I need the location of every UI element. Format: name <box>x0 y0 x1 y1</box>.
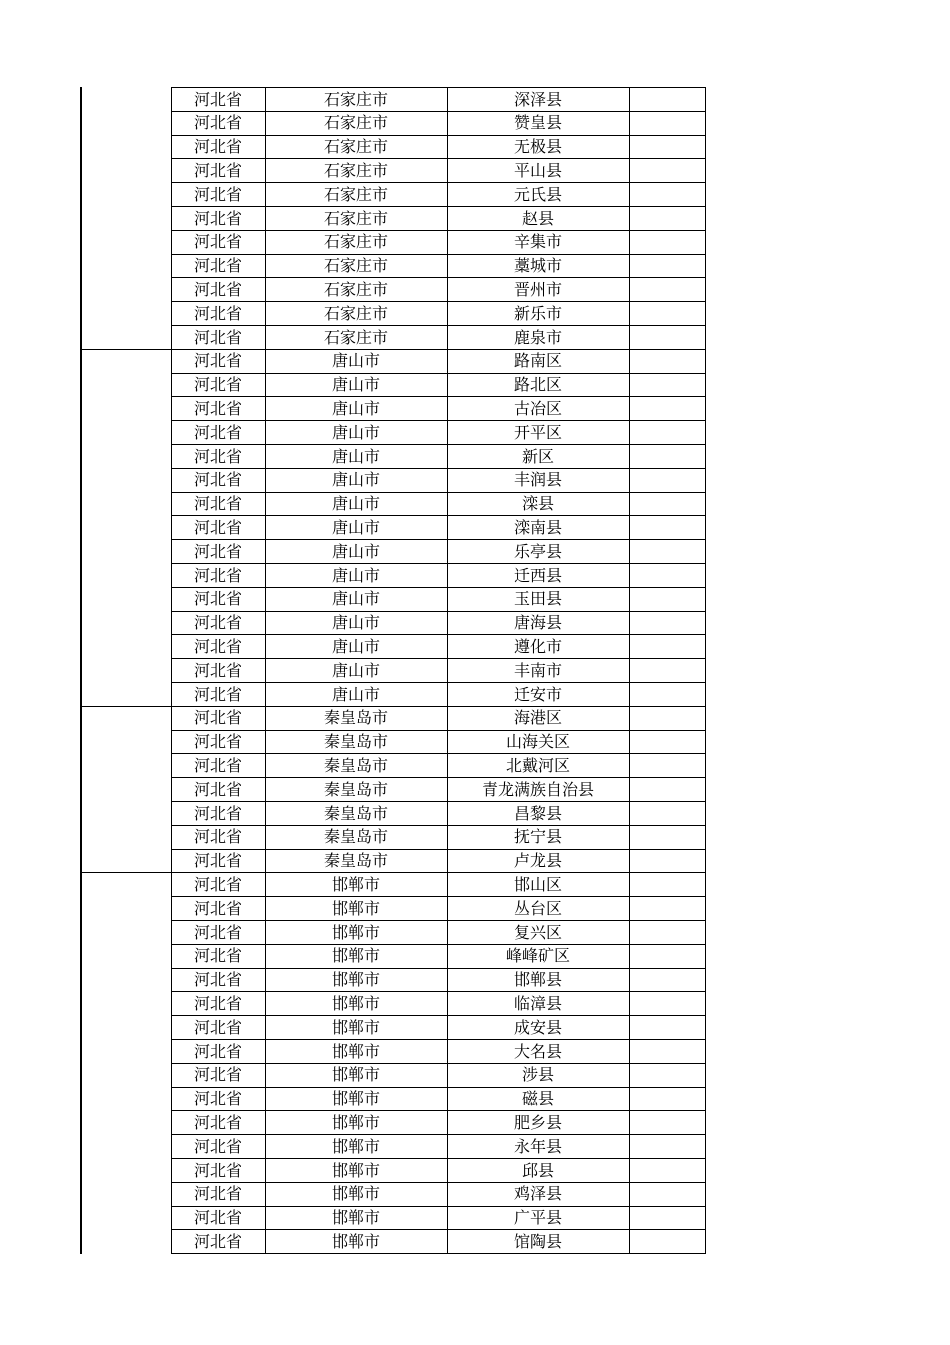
cell-province[interactable]: 河北省 <box>193 1041 242 1061</box>
cell-extra[interactable] <box>629 1040 705 1064</box>
cell-province[interactable]: 河北省 <box>193 184 242 204</box>
cell-extra[interactable] <box>629 635 705 659</box>
cell-extra[interactable] <box>629 706 705 730</box>
cell-city[interactable]: 石家庄市 <box>323 279 388 299</box>
column-border <box>171 87 172 1254</box>
cell-county[interactable]: 丰南市 <box>513 660 562 680</box>
cell-province[interactable]: 河北省 <box>193 1017 242 1037</box>
row-border <box>171 1253 706 1254</box>
cell-extra[interactable] <box>629 230 705 254</box>
group-separator <box>80 349 171 350</box>
cell-province[interactable]: 河北省 <box>193 993 242 1013</box>
cell-province[interactable]: 河北省 <box>193 874 242 894</box>
cell-extra[interactable] <box>629 849 705 873</box>
cell-city[interactable]: 邯郸市 <box>331 1112 380 1132</box>
cell-extra[interactable] <box>629 445 705 469</box>
cell-county[interactable]: 邯山区 <box>513 874 562 894</box>
cell-province[interactable]: 河北省 <box>193 89 242 109</box>
cell-county[interactable]: 唐海县 <box>513 613 562 633</box>
cell-county[interactable]: 赞皇县 <box>513 113 562 133</box>
cell-extra[interactable] <box>629 992 705 1016</box>
cell-county[interactable]: 复兴区 <box>513 922 562 942</box>
column-border <box>447 87 448 1254</box>
cell-county[interactable]: 元氏县 <box>513 184 562 204</box>
cell-extra[interactable] <box>629 373 705 397</box>
cell-city[interactable]: 唐山市 <box>331 422 380 442</box>
cell-city[interactable]: 邯郸市 <box>331 922 380 942</box>
cell-county[interactable]: 临漳县 <box>513 993 562 1013</box>
table-top-border <box>171 87 706 88</box>
cell-county[interactable]: 肥乡县 <box>513 1112 562 1132</box>
column-border <box>629 87 630 1254</box>
cell-province[interactable]: 河北省 <box>193 470 242 490</box>
cell-province[interactable]: 河北省 <box>193 541 242 561</box>
cell-extra[interactable] <box>629 302 705 326</box>
cell-city[interactable]: 唐山市 <box>331 565 380 585</box>
cell-province[interactable]: 河北省 <box>193 398 242 418</box>
cell-county[interactable]: 海港区 <box>513 708 562 728</box>
cell-extra[interactable] <box>629 802 705 826</box>
cell-province[interactable]: 河北省 <box>193 922 242 942</box>
cell-province[interactable]: 河北省 <box>193 613 242 633</box>
cell-extra[interactable] <box>629 183 705 207</box>
cell-extra[interactable] <box>629 349 705 373</box>
cell-county[interactable]: 青龙满族自治县 <box>481 779 594 799</box>
cell-province[interactable]: 河北省 <box>193 827 242 847</box>
cell-province[interactable]: 河北省 <box>193 1231 242 1251</box>
cell-county[interactable]: 北戴河区 <box>505 755 570 775</box>
cell-province[interactable]: 河北省 <box>193 208 242 228</box>
cell-extra[interactable] <box>629 873 705 897</box>
cell-extra[interactable] <box>629 278 705 302</box>
cell-extra[interactable] <box>629 564 705 588</box>
cell-city[interactable]: 石家庄市 <box>323 160 388 180</box>
cell-province[interactable]: 河北省 <box>193 565 242 585</box>
cell-province[interactable]: 河北省 <box>193 327 242 347</box>
cell-extra[interactable] <box>629 159 705 183</box>
cell-extra[interactable] <box>629 944 705 968</box>
cell-city[interactable]: 邯郸市 <box>331 1041 380 1061</box>
cell-county[interactable]: 昌黎县 <box>513 803 562 823</box>
cell-extra[interactable] <box>629 587 705 611</box>
cell-province[interactable]: 河北省 <box>193 232 242 252</box>
cell-province[interactable]: 河北省 <box>193 446 242 466</box>
cell-city[interactable]: 邯郸市 <box>331 1065 380 1085</box>
cell-city[interactable]: 唐山市 <box>331 398 380 418</box>
cell-county[interactable]: 新区 <box>521 446 554 466</box>
cell-county[interactable]: 鸡泽县 <box>513 1184 562 1204</box>
cell-city[interactable]: 邯郸市 <box>331 1160 380 1180</box>
cell-city[interactable]: 唐山市 <box>331 589 380 609</box>
cell-city[interactable]: 唐山市 <box>331 684 380 704</box>
cell-city[interactable]: 邯郸市 <box>331 898 380 918</box>
cell-county[interactable]: 滦县 <box>521 494 554 514</box>
cell-city[interactable]: 邯郸市 <box>331 946 380 966</box>
cell-extra[interactable] <box>629 540 705 564</box>
cell-extra[interactable] <box>629 683 705 707</box>
cell-county[interactable]: 丛台区 <box>513 898 562 918</box>
column-border <box>705 87 706 1254</box>
cell-province[interactable]: 河北省 <box>193 375 242 395</box>
cell-province[interactable]: 河北省 <box>193 803 242 823</box>
group-separator <box>80 872 171 873</box>
cell-province[interactable]: 河北省 <box>193 494 242 514</box>
cell-county[interactable]: 遵化市 <box>513 636 562 656</box>
cell-city[interactable]: 邯郸市 <box>331 970 380 990</box>
cell-extra[interactable] <box>629 968 705 992</box>
cell-extra[interactable] <box>629 468 705 492</box>
cell-city[interactable]: 石家庄市 <box>323 256 388 276</box>
cell-county[interactable]: 新乐市 <box>513 303 562 323</box>
cell-extra[interactable] <box>629 754 705 778</box>
cell-city[interactable]: 唐山市 <box>331 375 380 395</box>
cell-city[interactable]: 邯郸市 <box>331 1231 380 1251</box>
cell-extra[interactable] <box>629 135 705 159</box>
cell-city[interactable]: 邯郸市 <box>331 1017 380 1037</box>
cell-city[interactable]: 秦皇岛市 <box>323 732 388 752</box>
cell-extra[interactable] <box>629 1016 705 1040</box>
cell-province[interactable]: 河北省 <box>193 1065 242 1085</box>
cell-extra[interactable] <box>629 421 705 445</box>
cell-extra[interactable] <box>629 254 705 278</box>
cell-extra[interactable] <box>629 207 705 231</box>
cell-city[interactable]: 唐山市 <box>331 494 380 514</box>
cell-city[interactable]: 唐山市 <box>331 351 380 371</box>
cell-extra[interactable] <box>629 1182 705 1206</box>
cell-county[interactable]: 磁县 <box>521 1089 554 1109</box>
cell-county[interactable]: 广平县 <box>513 1208 562 1228</box>
cell-extra[interactable] <box>629 326 705 350</box>
cell-extra[interactable] <box>629 659 705 683</box>
cell-province[interactable]: 河北省 <box>193 1112 242 1132</box>
cell-extra[interactable] <box>629 88 705 112</box>
cell-city[interactable]: 邯郸市 <box>331 1089 380 1109</box>
cell-county[interactable]: 卢龙县 <box>513 851 562 871</box>
cell-county[interactable]: 峰峰矿区 <box>505 946 570 966</box>
cell-county[interactable]: 晋州市 <box>513 279 562 299</box>
cell-province[interactable]: 河北省 <box>193 1160 242 1180</box>
cell-county[interactable]: 邱县 <box>521 1160 554 1180</box>
cell-county[interactable]: 开平区 <box>513 422 562 442</box>
cell-city[interactable]: 唐山市 <box>331 636 380 656</box>
cell-county[interactable]: 滦南县 <box>513 517 562 537</box>
cell-county[interactable]: 大名县 <box>513 1041 562 1061</box>
cell-county[interactable]: 玉田县 <box>513 589 562 609</box>
cell-extra[interactable] <box>629 778 705 802</box>
cell-city[interactable]: 邯郸市 <box>331 1136 380 1156</box>
cell-province[interactable]: 河北省 <box>193 517 242 537</box>
cell-city[interactable]: 秦皇岛市 <box>323 803 388 823</box>
cell-county[interactable]: 涉县 <box>521 1065 554 1085</box>
cell-city[interactable]: 秦皇岛市 <box>323 779 388 799</box>
cell-county[interactable]: 成安县 <box>513 1017 562 1037</box>
cell-extra[interactable] <box>629 1206 705 1230</box>
cell-province[interactable]: 河北省 <box>193 1184 242 1204</box>
cell-county[interactable]: 辛集市 <box>513 232 562 252</box>
cell-province[interactable]: 河北省 <box>193 1208 242 1228</box>
cell-city[interactable]: 唐山市 <box>331 517 380 537</box>
cell-county[interactable]: 赵县 <box>521 208 554 228</box>
cell-city[interactable]: 石家庄市 <box>323 184 388 204</box>
cell-extra[interactable] <box>629 897 705 921</box>
cell-province[interactable]: 河北省 <box>193 851 242 871</box>
cell-county[interactable]: 古冶区 <box>513 398 562 418</box>
cell-extra[interactable] <box>629 1135 705 1159</box>
cell-city[interactable]: 邯郸市 <box>331 993 380 1013</box>
cell-extra[interactable] <box>629 1230 705 1254</box>
cell-province[interactable]: 河北省 <box>193 755 242 775</box>
cell-city[interactable]: 邯郸市 <box>331 1184 380 1204</box>
cell-city[interactable]: 唐山市 <box>331 470 380 490</box>
cell-city[interactable]: 唐山市 <box>331 541 380 561</box>
cell-county[interactable]: 迁西县 <box>513 565 562 585</box>
left-group-border <box>80 87 82 1254</box>
cell-city[interactable]: 唐山市 <box>331 613 380 633</box>
cell-province[interactable]: 河北省 <box>193 660 242 680</box>
cell-extra[interactable] <box>629 730 705 754</box>
cell-province[interactable]: 河北省 <box>193 708 242 728</box>
cell-extra[interactable] <box>629 611 705 635</box>
cell-city[interactable]: 秦皇岛市 <box>323 827 388 847</box>
cell-province[interactable]: 河北省 <box>193 256 242 276</box>
cell-county[interactable]: 鹿泉市 <box>513 327 562 347</box>
cell-city[interactable]: 唐山市 <box>331 446 380 466</box>
cell-city[interactable]: 秦皇岛市 <box>323 708 388 728</box>
cell-city[interactable]: 秦皇岛市 <box>323 755 388 775</box>
cell-county[interactable]: 迁安市 <box>513 684 562 704</box>
cell-province[interactable]: 河北省 <box>193 970 242 990</box>
cell-city[interactable]: 石家庄市 <box>323 303 388 323</box>
cell-county[interactable]: 平山县 <box>513 160 562 180</box>
cell-province[interactable]: 河北省 <box>193 351 242 371</box>
cell-city[interactable]: 秦皇岛市 <box>323 851 388 871</box>
cell-extra[interactable] <box>629 1159 705 1183</box>
cell-province[interactable]: 河北省 <box>193 160 242 180</box>
cell-county[interactable]: 无极县 <box>513 137 562 157</box>
cell-extra[interactable] <box>629 516 705 540</box>
cell-province[interactable]: 河北省 <box>193 898 242 918</box>
cell-city[interactable]: 石家庄市 <box>323 232 388 252</box>
cell-county[interactable]: 藁城市 <box>513 256 562 276</box>
cell-city[interactable]: 唐山市 <box>331 660 380 680</box>
cell-extra[interactable] <box>629 1111 705 1135</box>
cell-city[interactable]: 石家庄市 <box>323 208 388 228</box>
cell-county[interactable]: 抚宁县 <box>513 827 562 847</box>
cell-county[interactable]: 路南区 <box>513 351 562 371</box>
cell-city[interactable]: 邯郸市 <box>331 874 380 894</box>
cell-province[interactable]: 河北省 <box>193 684 242 704</box>
cell-province[interactable]: 河北省 <box>193 636 242 656</box>
group-separator <box>80 706 171 707</box>
cell-province[interactable]: 河北省 <box>193 1089 242 1109</box>
cell-extra[interactable] <box>629 397 705 421</box>
cell-province[interactable]: 河北省 <box>193 113 242 133</box>
cell-county[interactable]: 邯郸县 <box>513 970 562 990</box>
cell-county[interactable]: 乐亭县 <box>513 541 562 561</box>
cell-city[interactable]: 石家庄市 <box>323 89 388 109</box>
cell-province[interactable]: 河北省 <box>193 589 242 609</box>
cell-county[interactable]: 路北区 <box>513 375 562 395</box>
cell-county[interactable]: 永年县 <box>513 1136 562 1156</box>
cell-city[interactable]: 石家庄市 <box>323 327 388 347</box>
cell-county[interactable]: 馆陶县 <box>513 1231 562 1251</box>
cell-province[interactable]: 河北省 <box>193 779 242 799</box>
cell-extra[interactable] <box>629 825 705 849</box>
cell-province[interactable]: 河北省 <box>193 279 242 299</box>
cell-province[interactable]: 河北省 <box>193 946 242 966</box>
cell-county[interactable]: 丰润县 <box>513 470 562 490</box>
cell-extra[interactable] <box>629 921 705 945</box>
cell-city[interactable]: 邯郸市 <box>331 1208 380 1228</box>
cell-city[interactable]: 石家庄市 <box>323 113 388 133</box>
cell-county[interactable]: 山海关区 <box>505 732 570 752</box>
cell-extra[interactable] <box>629 1087 705 1111</box>
cell-extra[interactable] <box>629 1063 705 1087</box>
cell-city[interactable]: 石家庄市 <box>323 137 388 157</box>
cell-province[interactable]: 河北省 <box>193 422 242 442</box>
cell-province[interactable]: 河北省 <box>193 137 242 157</box>
column-border <box>265 87 266 1254</box>
cell-province[interactable]: 河北省 <box>193 732 242 752</box>
cell-county[interactable]: 深泽县 <box>513 89 562 109</box>
cell-province[interactable]: 河北省 <box>193 303 242 323</box>
cell-extra[interactable] <box>629 492 705 516</box>
cell-extra[interactable] <box>629 111 705 135</box>
cell-province[interactable]: 河北省 <box>193 1136 242 1156</box>
